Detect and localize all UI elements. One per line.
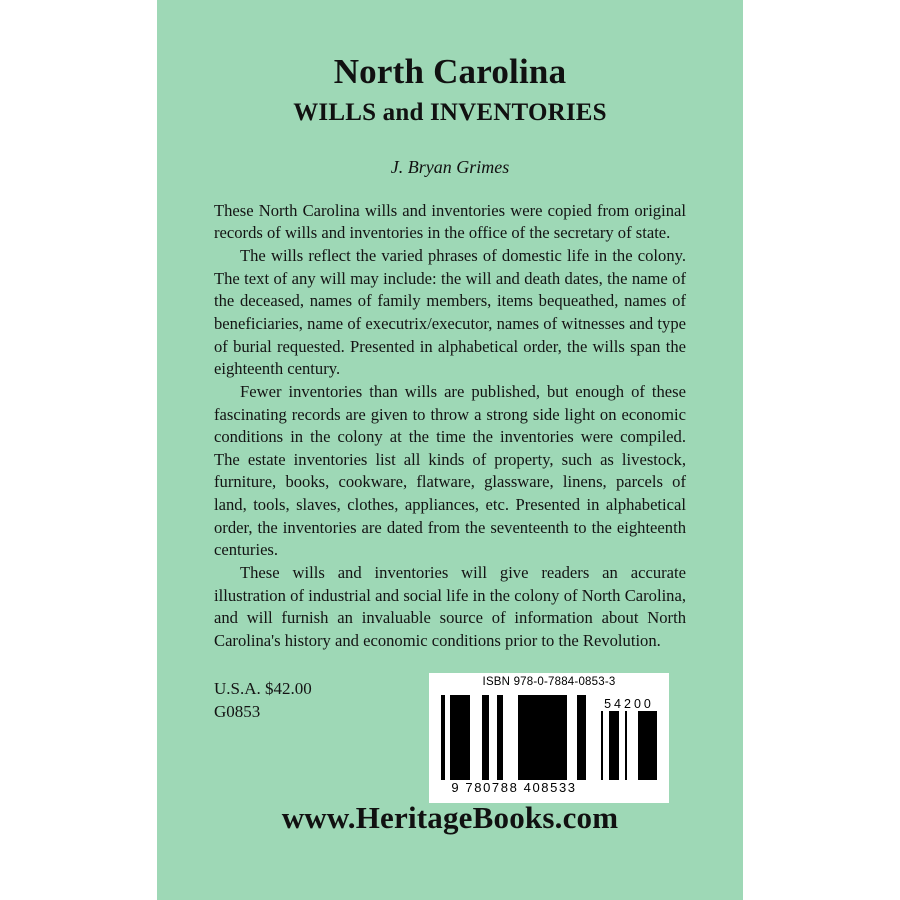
ean5-addon-barcode: [601, 711, 657, 780]
blurb-paragraph: These wills and inventories will give readers an accurate illustration of industrial and social life in the colony of North Carolina, and will furnish an invaluable source of information about North Carolina's history and economic conditions prior to the Revolution.: [214, 563, 686, 650]
blurb-paragraph: Fewer inventories than wills are published, but enough of these fascinating records are given to throw a strong side light on economic conditions in the colony at the time the inventories were compiled. The estate inventories list all kinds of property, such as livestock, furniture, books, cookware, flatware, glassware, linens, parcels of land, tools, slaves, clothes, appliances, etc. Presented in alphabetical order, the inventories are dated from the seventeenth to the eighteenth centuries.: [214, 381, 686, 560]
publisher-website: www.HeritageBooks.com: [281, 800, 619, 835]
blurb-paragraph: These North Carolina wills and inventories were copied from original records of wills and inventories in the office of the secretary of state.: [214, 200, 686, 243]
barcode-block: [429, 673, 669, 803]
book-back-cover: [157, 0, 743, 900]
price-block: [214, 678, 312, 724]
item-code-text: G0853: [214, 701, 261, 721]
page-title: North Carolina: [333, 52, 567, 91]
author-name: J. Bryan Grimes: [390, 156, 510, 177]
page-subtitle: WILLS and INVENTORIES: [293, 98, 607, 126]
ean13-digits: 9 780788 408533: [451, 780, 577, 795]
price-text: U.S.A. $42.00: [214, 679, 312, 698]
barcode-addon-digits: 54200: [604, 697, 654, 711]
blurb-text: [214, 200, 686, 653]
isbn-label: ISBN 978-0-7884-0853-3: [482, 676, 616, 688]
blurb-paragraph: The wills reflect the varied phrases of domestic life in the colony. The text of any will may include: the will and death dates, the name of the deceased, names of family members, items bequeathed, names of beneficiaries, name of executrix/executor, names of witnesses and type of burial requested. Presented in alphabetical order, the wills span the eighteenth century.: [214, 246, 686, 379]
ean13-barcode: [439, 695, 589, 780]
